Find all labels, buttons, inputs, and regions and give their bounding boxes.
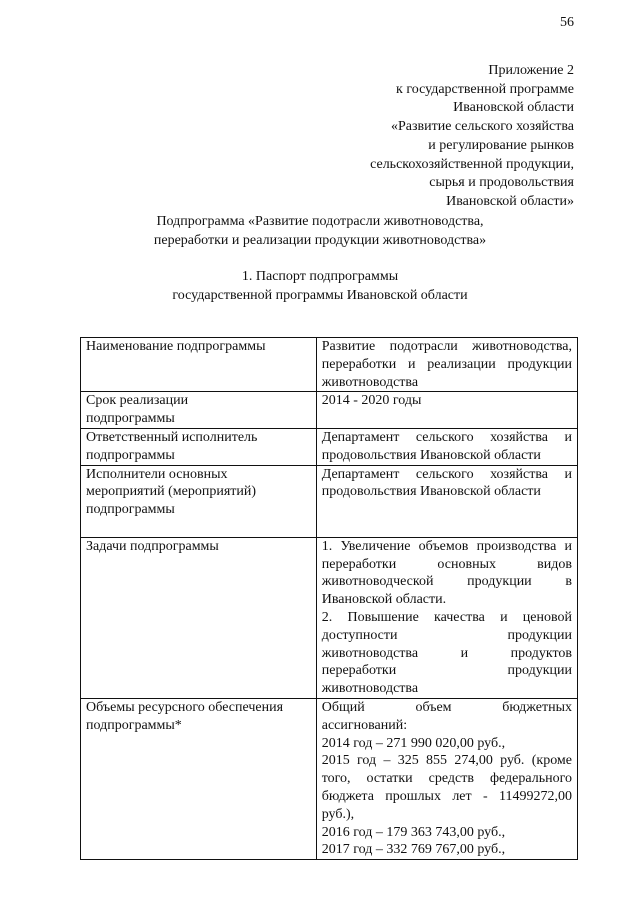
appendix-line: Ивановской области [453,100,574,116]
row-value [316,465,577,537]
table-row [81,392,578,429]
value-line: 2017 год – 332 769 767,00 руб., [321,842,506,858]
passport-title-line: 1. Паспорт подпрограммы [241,269,399,284]
value-line: животноводческой продукции в [321,574,572,590]
value-line: того, остатки средств федерального [321,771,572,787]
page-number: 56 [560,15,574,30]
subprogram-title-line: переработки и реализации продукции животноводства» [153,232,487,248]
subprogram-title-line: Подпрограмма «Развитие подотрасли животноводства, [156,214,484,229]
value-line: Развитие подотрасли животноводства, [321,339,572,354]
value-line: Ивановской области. [321,592,447,608]
value-line: продовольствия Ивановской области [321,447,541,463]
subprogram-title [0,213,640,250]
label-line: подпрограммы [86,411,175,427]
row-label [81,338,317,392]
label-line: Исполнители основных [86,466,228,482]
table-row [81,428,578,465]
value-line: ассигнований: [321,717,408,733]
table-row [81,537,578,698]
value-line: переработки продукции [321,663,572,679]
appendix-line: сельскохозяйственной продукции, [370,156,574,172]
value-line: 2014 год – 271 990 020,00 руб., [321,735,506,751]
row-label [81,465,317,537]
label-line: подпрограммы* [86,717,182,733]
appendix-header [274,62,574,212]
value-line: животноводства и продуктов [321,645,572,661]
value-line: 1. Увеличение объемов производства и [321,538,572,554]
value-line: продовольствия Ивановской области [321,484,541,500]
value-line: Департамент сельского хозяйства и [321,429,572,445]
value-line: бюджета прошлых лет - 11499272,00 [321,788,572,804]
value-line: 2015 год – 325 855 274,00 руб. (кроме [321,753,572,769]
row-value [316,428,577,465]
appendix-line: и регулирование рынков [428,137,574,153]
appendix-line: к государственной программе [396,81,574,97]
value-line: доступности продукции [321,627,572,643]
table-row [81,465,578,537]
row-label [81,537,317,698]
label-line: подпрограммы [86,447,175,463]
value-line: Департамент сельского хозяйства и [321,466,572,482]
appendix-line: Ивановской области» [446,193,574,209]
value-line: переработки основных видов [321,556,572,572]
passport-title-line: государственной программы Ивановской области [172,287,468,303]
appendix-line: сырья и продовольствия [429,175,574,191]
value-line: животноводства [321,374,419,390]
row-value [316,338,577,392]
row-value [316,537,577,698]
row-value [316,698,577,859]
appendix-line: «Развитие сельского хозяйства [390,119,574,135]
table-row [81,338,578,392]
value-line: 2. Повышение качества и ценовой [321,609,572,625]
row-label [81,392,317,429]
row-value [316,392,577,429]
value-line: переработки и реализации продукции [321,356,572,372]
label-line: Ответственный исполнитель [86,429,258,445]
table-row [81,698,578,859]
passport-title [0,268,640,305]
row-label [81,698,317,859]
value-line: 2016 год – 179 363 743,00 руб., [321,824,506,840]
value-line: Общий объем бюджетных [321,699,572,715]
label-line: Задачи подпрограммы [86,538,219,554]
label-line: Срок реализации [86,393,189,409]
appendix-line: Приложение 2 [488,63,574,78]
label-line: Объемы ресурсного обеспечения [86,699,284,715]
label-line: подпрограммы [86,502,175,518]
label-line [86,519,311,537]
value-line: руб.), [321,806,355,822]
label-line: мероприятий (мероприятий) [86,484,257,500]
value-line: 2014 - 2020 годы [321,393,422,409]
row-label [81,428,317,465]
passport-table [80,337,578,860]
label-line: Наименование подпрограммы [86,339,266,354]
value-line: животноводства [321,681,419,697]
